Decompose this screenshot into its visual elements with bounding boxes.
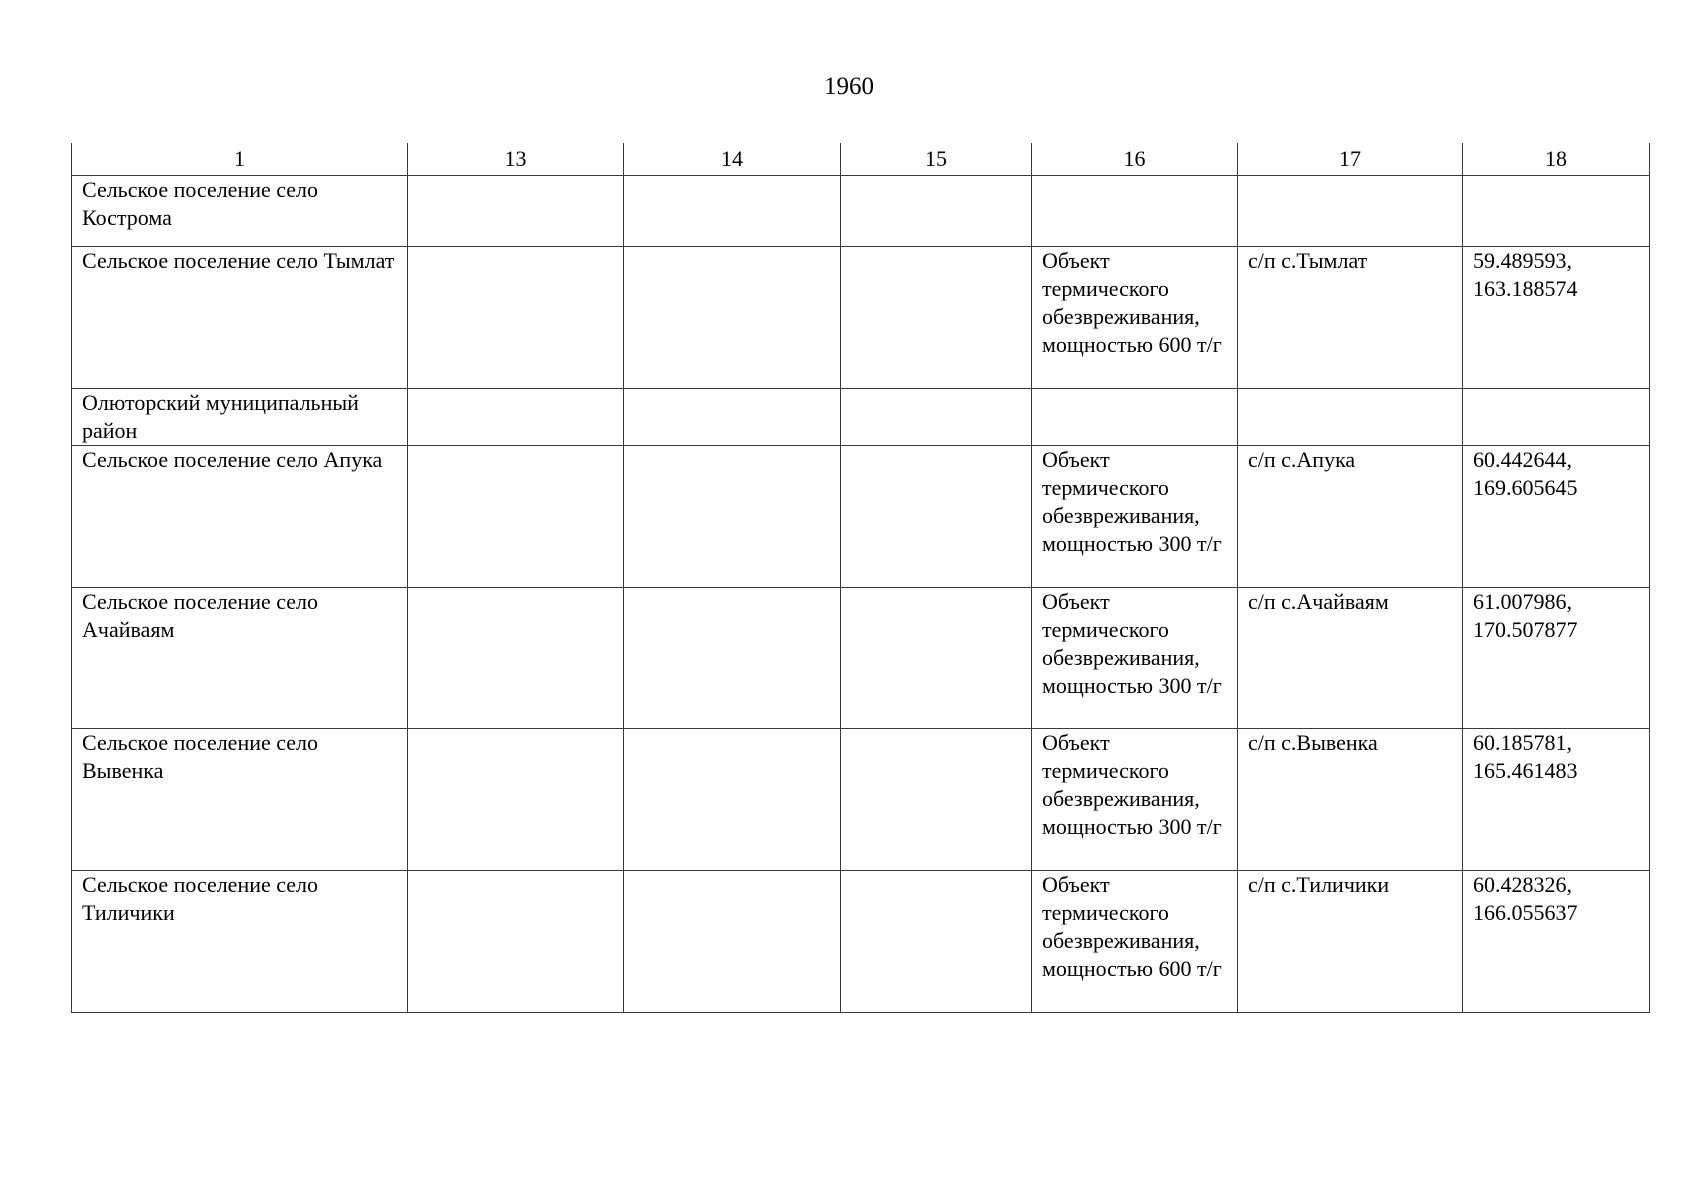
table-row bbox=[72, 176, 1650, 247]
coordinates-cell: 59.489593, 163.188574 bbox=[1463, 247, 1650, 389]
object-cell: Объект термического обезвреживания, мощностью 600 т/г bbox=[1032, 247, 1238, 389]
location-cell bbox=[1238, 176, 1463, 247]
location-cell: с/п с.Тиличики bbox=[1238, 871, 1463, 1013]
column-header: 16 bbox=[1032, 143, 1238, 176]
table-cell bbox=[841, 446, 1032, 588]
object-cell: Объект термического обезвреживания, мощностью 300 т/г bbox=[1032, 729, 1238, 871]
header-row bbox=[72, 143, 1650, 176]
table-row bbox=[72, 729, 1650, 871]
table-cell bbox=[624, 729, 841, 871]
object-cell bbox=[1032, 389, 1238, 446]
location-cell: с/п с.Ачайваям bbox=[1238, 588, 1463, 729]
table-cell bbox=[408, 389, 624, 446]
settlement-cell: Сельское поселение село Вывенка bbox=[72, 729, 408, 871]
coordinates-cell: 61.007986, 170.507877 bbox=[1463, 588, 1650, 729]
coordinates-cell bbox=[1463, 389, 1650, 446]
coordinates-cell bbox=[1463, 176, 1650, 247]
column-header: 14 bbox=[624, 143, 841, 176]
settlement-cell: Сельское поселение село Тымлат bbox=[72, 247, 408, 389]
table-cell bbox=[841, 176, 1032, 247]
object-cell: Объект термического обезвреживания, мощностью 300 т/г bbox=[1032, 446, 1238, 588]
table-cell bbox=[408, 446, 624, 588]
table-row bbox=[72, 446, 1650, 588]
column-header: 13 bbox=[408, 143, 624, 176]
table-row bbox=[72, 247, 1650, 389]
settlement-cell: Сельское поселение село Кострома bbox=[72, 176, 408, 247]
table-cell bbox=[408, 871, 624, 1013]
settlement-cell: Сельское поселение село Ачайваям bbox=[72, 588, 408, 729]
column-header: 17 bbox=[1238, 143, 1463, 176]
settlement-cell: Сельское поселение село Тиличики bbox=[72, 871, 408, 1013]
district-cell: Олюторский муниципальный район bbox=[72, 389, 408, 446]
table-cell bbox=[841, 588, 1032, 729]
table-cell bbox=[841, 247, 1032, 389]
coordinates-cell: 60.428326, 166.055637 bbox=[1463, 871, 1650, 1013]
location-cell: с/п с.Тымлат bbox=[1238, 247, 1463, 389]
settlement-cell: Сельское поселение село Апука bbox=[72, 446, 408, 588]
table-row bbox=[72, 871, 1650, 1013]
table-cell bbox=[624, 588, 841, 729]
object-cell bbox=[1032, 176, 1238, 247]
location-cell: с/п с.Апука bbox=[1238, 446, 1463, 588]
table-cell bbox=[408, 176, 624, 247]
table-cell bbox=[408, 247, 624, 389]
table-cell bbox=[624, 176, 841, 247]
table-cell bbox=[624, 247, 841, 389]
coordinates-cell: 60.442644, 169.605645 bbox=[1463, 446, 1650, 588]
table-cell bbox=[624, 871, 841, 1013]
column-header: 18 bbox=[1463, 143, 1650, 176]
table-cell bbox=[841, 871, 1032, 1013]
table-cell bbox=[408, 588, 624, 729]
data-table bbox=[71, 143, 1650, 1013]
column-header: 15 bbox=[841, 143, 1032, 176]
page-number: 1960 bbox=[824, 73, 874, 100]
location-cell bbox=[1238, 389, 1463, 446]
column-header: 1 bbox=[72, 143, 408, 176]
table-cell bbox=[408, 729, 624, 871]
table-row bbox=[72, 588, 1650, 729]
location-cell: с/п с.Вывенка bbox=[1238, 729, 1463, 871]
table-cell bbox=[841, 389, 1032, 446]
table-row bbox=[72, 389, 1650, 446]
object-cell: Объект термического обезвреживания, мощностью 600 т/г bbox=[1032, 871, 1238, 1013]
object-cell: Объект термического обезвреживания, мощностью 300 т/г bbox=[1032, 588, 1238, 729]
table-cell bbox=[841, 729, 1032, 871]
table-cell bbox=[624, 446, 841, 588]
table-cell bbox=[624, 389, 841, 446]
coordinates-cell: 60.185781, 165.461483 bbox=[1463, 729, 1650, 871]
